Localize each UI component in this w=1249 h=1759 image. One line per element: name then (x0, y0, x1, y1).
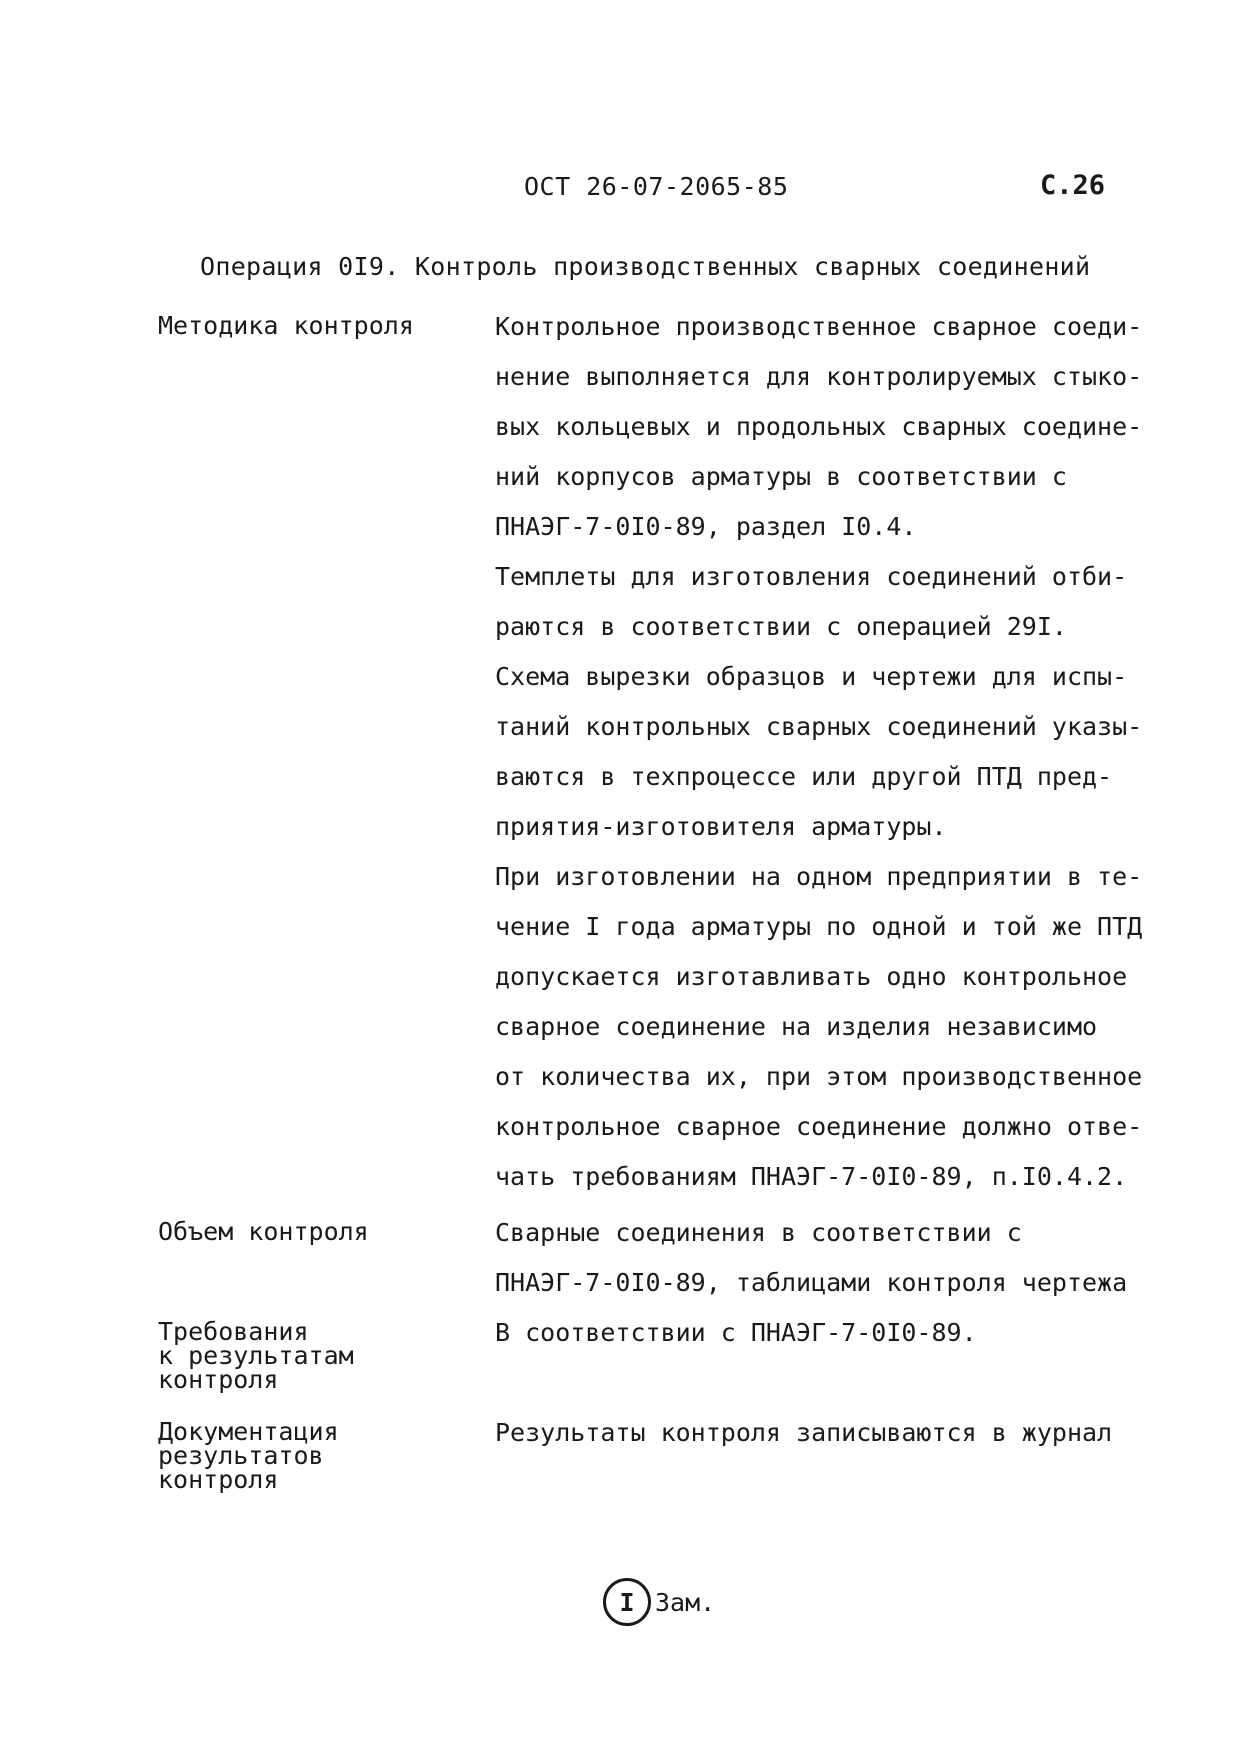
text-line: Результаты контроля записываются в журнал (495, 1418, 1113, 1447)
text-line: Темплеты для изготовления соединений отби- (495, 562, 1128, 591)
page-number: С.26 (1040, 170, 1106, 201)
revision-mark (603, 1578, 715, 1626)
text-line: ПНАЭГ-7-0I0-89, таблицами контроля чертежа (495, 1268, 1128, 1297)
revision-number-circle: I (603, 1578, 651, 1626)
section-text-documentation (495, 1408, 1185, 1458)
text-line: допускается изготавливать одно контрольное (495, 962, 1128, 991)
section-label-scope: Объем контроля (158, 1217, 369, 1246)
text-line: контрольное сварное соединение должно отве- (495, 1112, 1143, 1141)
text-line: приятия-изготовителя арматуры. (495, 812, 947, 841)
text-line: ний корпусов арматуры в соответствии с (495, 462, 1067, 491)
section-text-scope (495, 1208, 1185, 1308)
operation-title: Операция 0I9. Контроль производственных сварных соединений (200, 252, 1091, 281)
text-line: чение I года арматуры по одной и той же ПТД (495, 912, 1143, 941)
text-line: Сварные соединения в соответствии с (495, 1218, 1022, 1247)
text-line: нение выполняется для контролируемых стыко- (495, 362, 1143, 391)
section-label-requirements: Требования к результатам контроля (158, 1317, 354, 1394)
section-label-documentation: Документация результатов контроля (158, 1417, 339, 1494)
text-line: В соответствии с ПНАЭГ-7-0I0-89. (495, 1318, 977, 1347)
text-line: Схема вырезки образцов и чертежи для испы- (495, 662, 1128, 691)
text-line: При изготовлении на одном предприятии в те- (495, 862, 1143, 891)
text-line: от количества их, при этом производственное (495, 1062, 1143, 1091)
text-line: ваются в техпроцессе или другой ПТД пред- (495, 762, 1113, 791)
revision-label: Зам. (655, 1587, 716, 1617)
section-text-method (495, 302, 1185, 1202)
section-text-requirements (495, 1308, 1185, 1358)
text-line: Контрольное производственное сварное соеди- (495, 312, 1143, 341)
text-line: ПНАЭГ-7-0I0-89, раздел I0.4. (495, 512, 917, 541)
standard-code: ОСТ 26-07-2065-85 (524, 172, 789, 201)
text-line: раются в соответствии с операцией 29I. (495, 612, 1067, 641)
text-line: таний контрольных сварных соединений указы- (495, 712, 1143, 741)
text-line: сварное соединение на изделия независимо (495, 1012, 1098, 1041)
text-line: чать требованиям ПНАЭГ-7-0I0-89, п.I0.4.2. (495, 1162, 1128, 1191)
text-line: вых кольцевых и продольных сварных соедине- (495, 412, 1143, 441)
section-label-method: Методика контроля (158, 311, 414, 340)
